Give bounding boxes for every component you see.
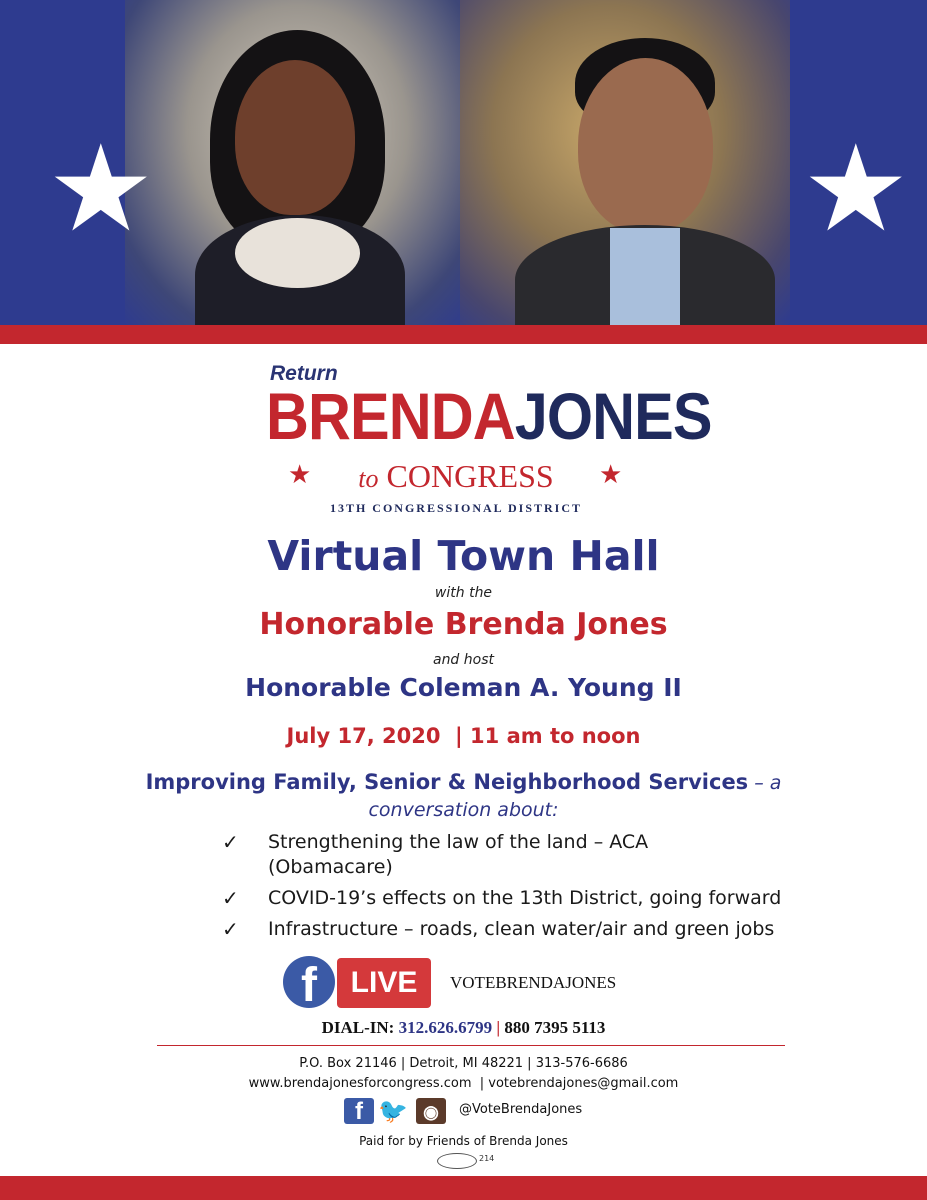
topic-heading <box>0 770 927 794</box>
union-bug-logo <box>437 1153 477 1169</box>
logo-district: 13TH CONGRESSIONAL DISTRICT <box>329 501 583 515</box>
live-badge[interactable]: LIVE <box>337 958 431 1008</box>
dial-in-phone[interactable]: 312.626.6799 <box>398 1018 493 1037</box>
checkmark-icon: ✓ <box>222 886 239 910</box>
website-email[interactable]: www.brendajonesforcongress.com | votebrendajones@gmail.com <box>248 1076 679 1091</box>
star-icon: ★ <box>47 120 155 259</box>
dial-in-separator: | <box>496 1018 501 1037</box>
footer-divider <box>157 1045 785 1046</box>
star-icon: ★ <box>288 460 312 490</box>
star-icon: ★ <box>802 120 910 259</box>
facebook-page-name: VOTEBRENDAJONES <box>450 973 617 992</box>
logo-return: Return <box>270 362 338 385</box>
list-item <box>222 830 842 880</box>
logo-to-congress <box>266 458 646 495</box>
list-item-text: (Obamacare) <box>268 856 393 878</box>
campaign-logo <box>266 358 712 523</box>
bottom-red-bar <box>0 1176 927 1200</box>
honoree-name: Honorable Brenda Jones <box>259 607 668 642</box>
union-number: 214 <box>479 1154 495 1163</box>
mailing-address: P.O. Box 21146 | Detroit, MI 48221 | 313-576-6686 <box>299 1056 628 1071</box>
host-name: Honorable Coleman A. Young II <box>245 673 682 702</box>
logo-name <box>266 380 712 452</box>
with-the-text: with the <box>434 585 493 601</box>
star-icon: ★ <box>599 460 623 490</box>
checkmark-icon: ✓ <box>222 830 239 854</box>
list-item <box>222 917 842 942</box>
logo-brenda: BRENDA <box>266 379 515 453</box>
topic-list <box>222 830 842 948</box>
paid-for-disclaimer: Paid for by Friends of Brenda Jones <box>359 1134 568 1148</box>
social-handle[interactable]: @VoteBrendaJones <box>459 1102 583 1117</box>
list-item-text: Strengthening the law of the land – ACA <box>268 831 649 853</box>
list-item <box>222 886 842 911</box>
instagram-icon[interactable]: ◉ <box>416 1098 446 1124</box>
dial-in-code: 880 7395 5113 <box>504 1018 606 1037</box>
topic-suffix: – a <box>748 772 782 794</box>
header-banner <box>0 0 927 325</box>
brenda-jones-photo <box>125 0 470 325</box>
event-date-time: July 17, 2020 | 11 am to noon <box>286 724 641 748</box>
dial-in-info <box>0 1018 927 1038</box>
red-divider-bar <box>0 325 927 344</box>
topic-line2: conversation about: <box>368 799 559 821</box>
dial-in-label: DIAL-IN: <box>321 1018 395 1037</box>
and-host-text: and host <box>432 652 494 668</box>
logo-to: to <box>358 464 379 493</box>
twitter-icon[interactable]: 🐦 <box>378 1098 408 1125</box>
list-item-text: Infrastructure – roads, clean water/air and green jobs <box>268 918 775 940</box>
logo-jones: JONES <box>514 379 712 453</box>
coleman-young-photo <box>460 0 790 325</box>
facebook-icon[interactable]: f <box>344 1098 374 1124</box>
facebook-icon[interactable]: f <box>283 956 335 1008</box>
topic-text: Improving Family, Senior & Neighborhood Services <box>145 770 749 794</box>
event-title: Virtual Town Hall <box>267 532 660 580</box>
logo-congress: CONGRESS <box>386 458 554 494</box>
checkmark-icon: ✓ <box>222 917 239 941</box>
list-item-text: COVID-19’s effects on the 13th District, going forward <box>268 887 782 909</box>
